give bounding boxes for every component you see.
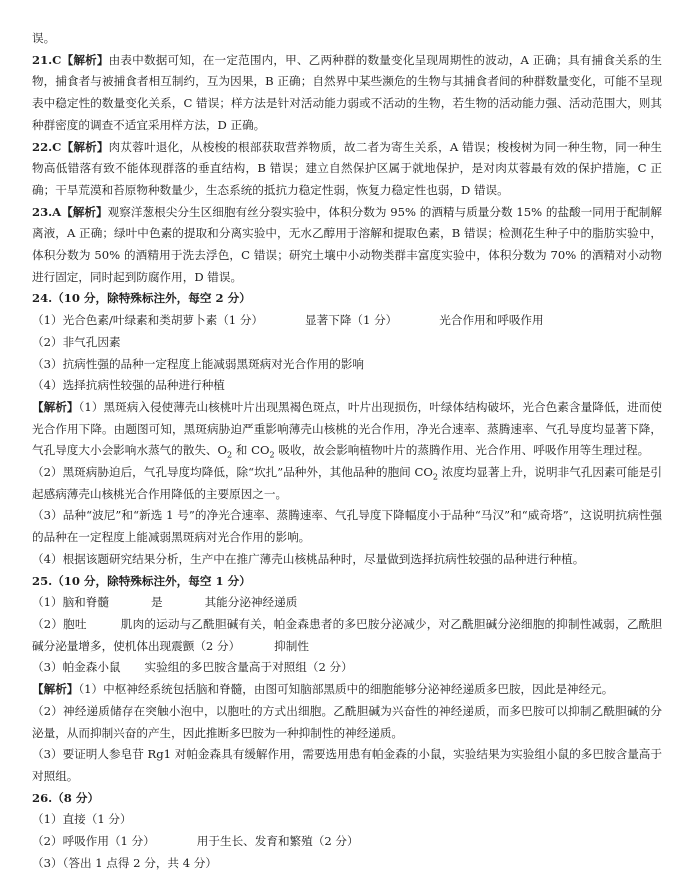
q25-heading: 25.（10 分，除特殊标注外，每空 1 分） bbox=[32, 573, 251, 588]
q24-analysis-3: （3）品种“波尼”和“新选 1 号”的净光合速率、蒸腾速率、气孔导度下降幅度小于品种“马汉”和“威奇塔”，这说明抗病性强的品种在一定程度上能减弱黑斑病对光合作用的影响。 bbox=[32, 508, 662, 545]
q24-analysis-1 bbox=[32, 397, 662, 462]
subscript: 2 bbox=[269, 450, 275, 460]
q22-text: 肉苁蓉叶退化，从梭梭的根部获取营养物质，故二者为寄生关系，A 错误；梭梭树为同一种生物，同一种生物高低错落有致不能体现群落的垂直结构，B 错误；建立自然保护区属于就地保护，是对肉苁蓉最有效的保护措施，C 正确；干旱荒漠和苔原物种数量少，生态系统的抵抗力稳定性弱，恢复力稳定性也弱，D 错误。 bbox=[32, 139, 662, 197]
q22-tag: 22.C【解析】 bbox=[32, 139, 109, 154]
q24-analysis-2 bbox=[32, 462, 662, 505]
q25-analysis-2: （2）神经递质储存在突触小泡中，以胞吐的方式出细胞。乙酰胆碱为兴奋性的神经递质，而多巴胺可以抑制乙酰胆碱的分泌量，从而抑制兴奋的产生，因此推断多巴胺为一种抑制性的神经递质。 bbox=[32, 703, 662, 740]
q22-explanation bbox=[32, 137, 662, 202]
q25-analysis-1 bbox=[32, 679, 662, 701]
answer-part: （3）帕金森小鼠 bbox=[32, 660, 121, 675]
q26-answer-1: （1）直接（1 分） bbox=[32, 812, 132, 827]
q26-heading: 26.（8 分） bbox=[32, 790, 100, 805]
subscript: 2 bbox=[432, 472, 438, 482]
answer-part: 是 bbox=[150, 595, 163, 610]
q24-answer-1 bbox=[32, 310, 662, 332]
continued-text bbox=[32, 28, 662, 50]
answer-part: （2）呼吸作用（1 分） bbox=[32, 834, 155, 849]
q23-tag: 23.A【解析】 bbox=[32, 204, 108, 219]
answer-part: （2）胞吐 bbox=[32, 616, 87, 631]
q25-answer-2 bbox=[32, 614, 662, 657]
q23-explanation bbox=[32, 202, 662, 289]
answer-part: 光合作用和呼吸作用 bbox=[439, 313, 544, 328]
text-fragment: （1）黑斑病入侵使薄壳山核桃叶片出现黑褐色斑点，叶片出现损伤，叶绿体结构破坏，光合色素含量降低，进而使光合作用下降。由题图可知，黑斑病胁迫严重影响薄壳山核桃的光合作用，净光合速率、蒸腾速率、气孔导度均显著下降，气孔导度大小会影响水蒸气的散失、O bbox=[32, 399, 662, 458]
text-fragment: 吸收，故会影响植物叶片的蒸腾作用、光合作用、呼吸作用等生理过程。 bbox=[278, 443, 650, 458]
q25-answer-1 bbox=[32, 592, 662, 614]
q24-answer-3: （3）抗病性强的品种一定程度上能减弱黑斑病对光合作用的影响 bbox=[32, 356, 365, 371]
q24-analysis-4: （4）根据该题研究结果分析，生产中在推广薄壳山核桃品种时，尽量做到选择抗病性较强的品种进行种植。 bbox=[32, 551, 585, 566]
text-fragment: 和 CO bbox=[235, 443, 270, 458]
q26-answer-3: （3）（答出 1 点得 2 分，共 4 分） bbox=[32, 855, 217, 870]
answer-part: （1）光合色素/叶绿素和类胡萝卜素（1 分） bbox=[32, 313, 264, 328]
answer-part: 用于生长、发育和繁殖（2 分） bbox=[196, 834, 359, 849]
answer-part: 其能分泌神经递质 bbox=[204, 595, 298, 610]
answer-part: 抑制性 bbox=[274, 638, 309, 653]
answer-part: 显著下降（1 分） bbox=[305, 313, 398, 328]
text-fragment: 浓度均显著上升，说明非气孔因素可能是引起感病薄壳山核桃光合作用降低的主要原因之一。 bbox=[32, 465, 662, 501]
q25-answer-3 bbox=[32, 657, 662, 679]
answer-part: 肌肉的运动与乙酰胆碱有关，帕金森患者的多巴胺分泌减少，对乙酰胆碱分泌细胞的抑制性减弱，乙酰胆碱分泌量增多，使机体出现震颤（2 分） bbox=[32, 616, 662, 653]
q21-text: 由表中数据可知，在一定范围内，甲、乙两种群的数量变化呈现周期性的波动，A 正确；具有捕食关系的生物，捕食者与被捕食者相互制约，互为因果，B 正确；自然界中某些濒危的生物与其捕食者间的种群数量变化，可能不呈现表中稳定性的数量变化关系，C 错误；样方法是针对活动能力弱或不活动的生物，若生物的活动能力强、活动范围大，则其种群密度的调查不适宜采用样方法，D 正确。 bbox=[32, 52, 662, 132]
analysis-tag: 【解析】 bbox=[32, 399, 79, 414]
analysis-tag: 【解析】 bbox=[32, 682, 79, 697]
q24-heading: 24.（10 分，除特殊标注外，每空 2 分） bbox=[32, 291, 251, 306]
text-fragment: （2）黑斑病胁迫后，气孔导度均降低，除“坎扎”品种外，其他品种的胞间 CO bbox=[32, 465, 433, 480]
q24-answer-4: （4）选择抗病性较强的品种进行种植 bbox=[32, 378, 225, 393]
q21-tag: 21.C【解析】 bbox=[32, 52, 109, 67]
q24-answer-2: （2）非气孔因素 bbox=[32, 334, 121, 349]
text-fragment: （1）中枢神经系统包括脑和脊髓，由图可知脑部黑质中的细胞能够分泌神经递质多巴胺，因此是神经元。 bbox=[78, 682, 614, 697]
q26-answer-2 bbox=[32, 831, 662, 853]
q25-analysis-3: （3）要证明人参皂苷 Rg1 对帕金森具有缓解作用，需要选用患有帕金森的小鼠，实验结果为实验组小鼠的多巴胺含量高于对照组。 bbox=[32, 747, 662, 783]
answer-part: （1）脑和脊髓 bbox=[32, 595, 109, 610]
q21-explanation bbox=[32, 50, 662, 137]
subscript: 2 bbox=[227, 450, 233, 460]
text-fragment: 误。 bbox=[32, 31, 56, 45]
q23-text: 观察洋葱根尖分生区细胞有丝分裂实验中，体积分数为 95% 的酒精与质量分数 15% 的盐酸一同用于配制解离液，A 正确；绿叶中色素的提取和分离实验中，无水乙醇用于溶解和提取色素，B 错误；检测花生种子中的脂肪实验中，体积分数为 50% 的酒精用于洗去浮色，C 错误；研究土壤中小动物类群丰富度实验中，体积分数为 70% 的酒精对小动物进行固定，同时起到防腐作用，D 错误。 bbox=[32, 204, 662, 284]
answer-part: 实验组的多巴胺含量高于对照组（2 分） bbox=[144, 660, 353, 675]
